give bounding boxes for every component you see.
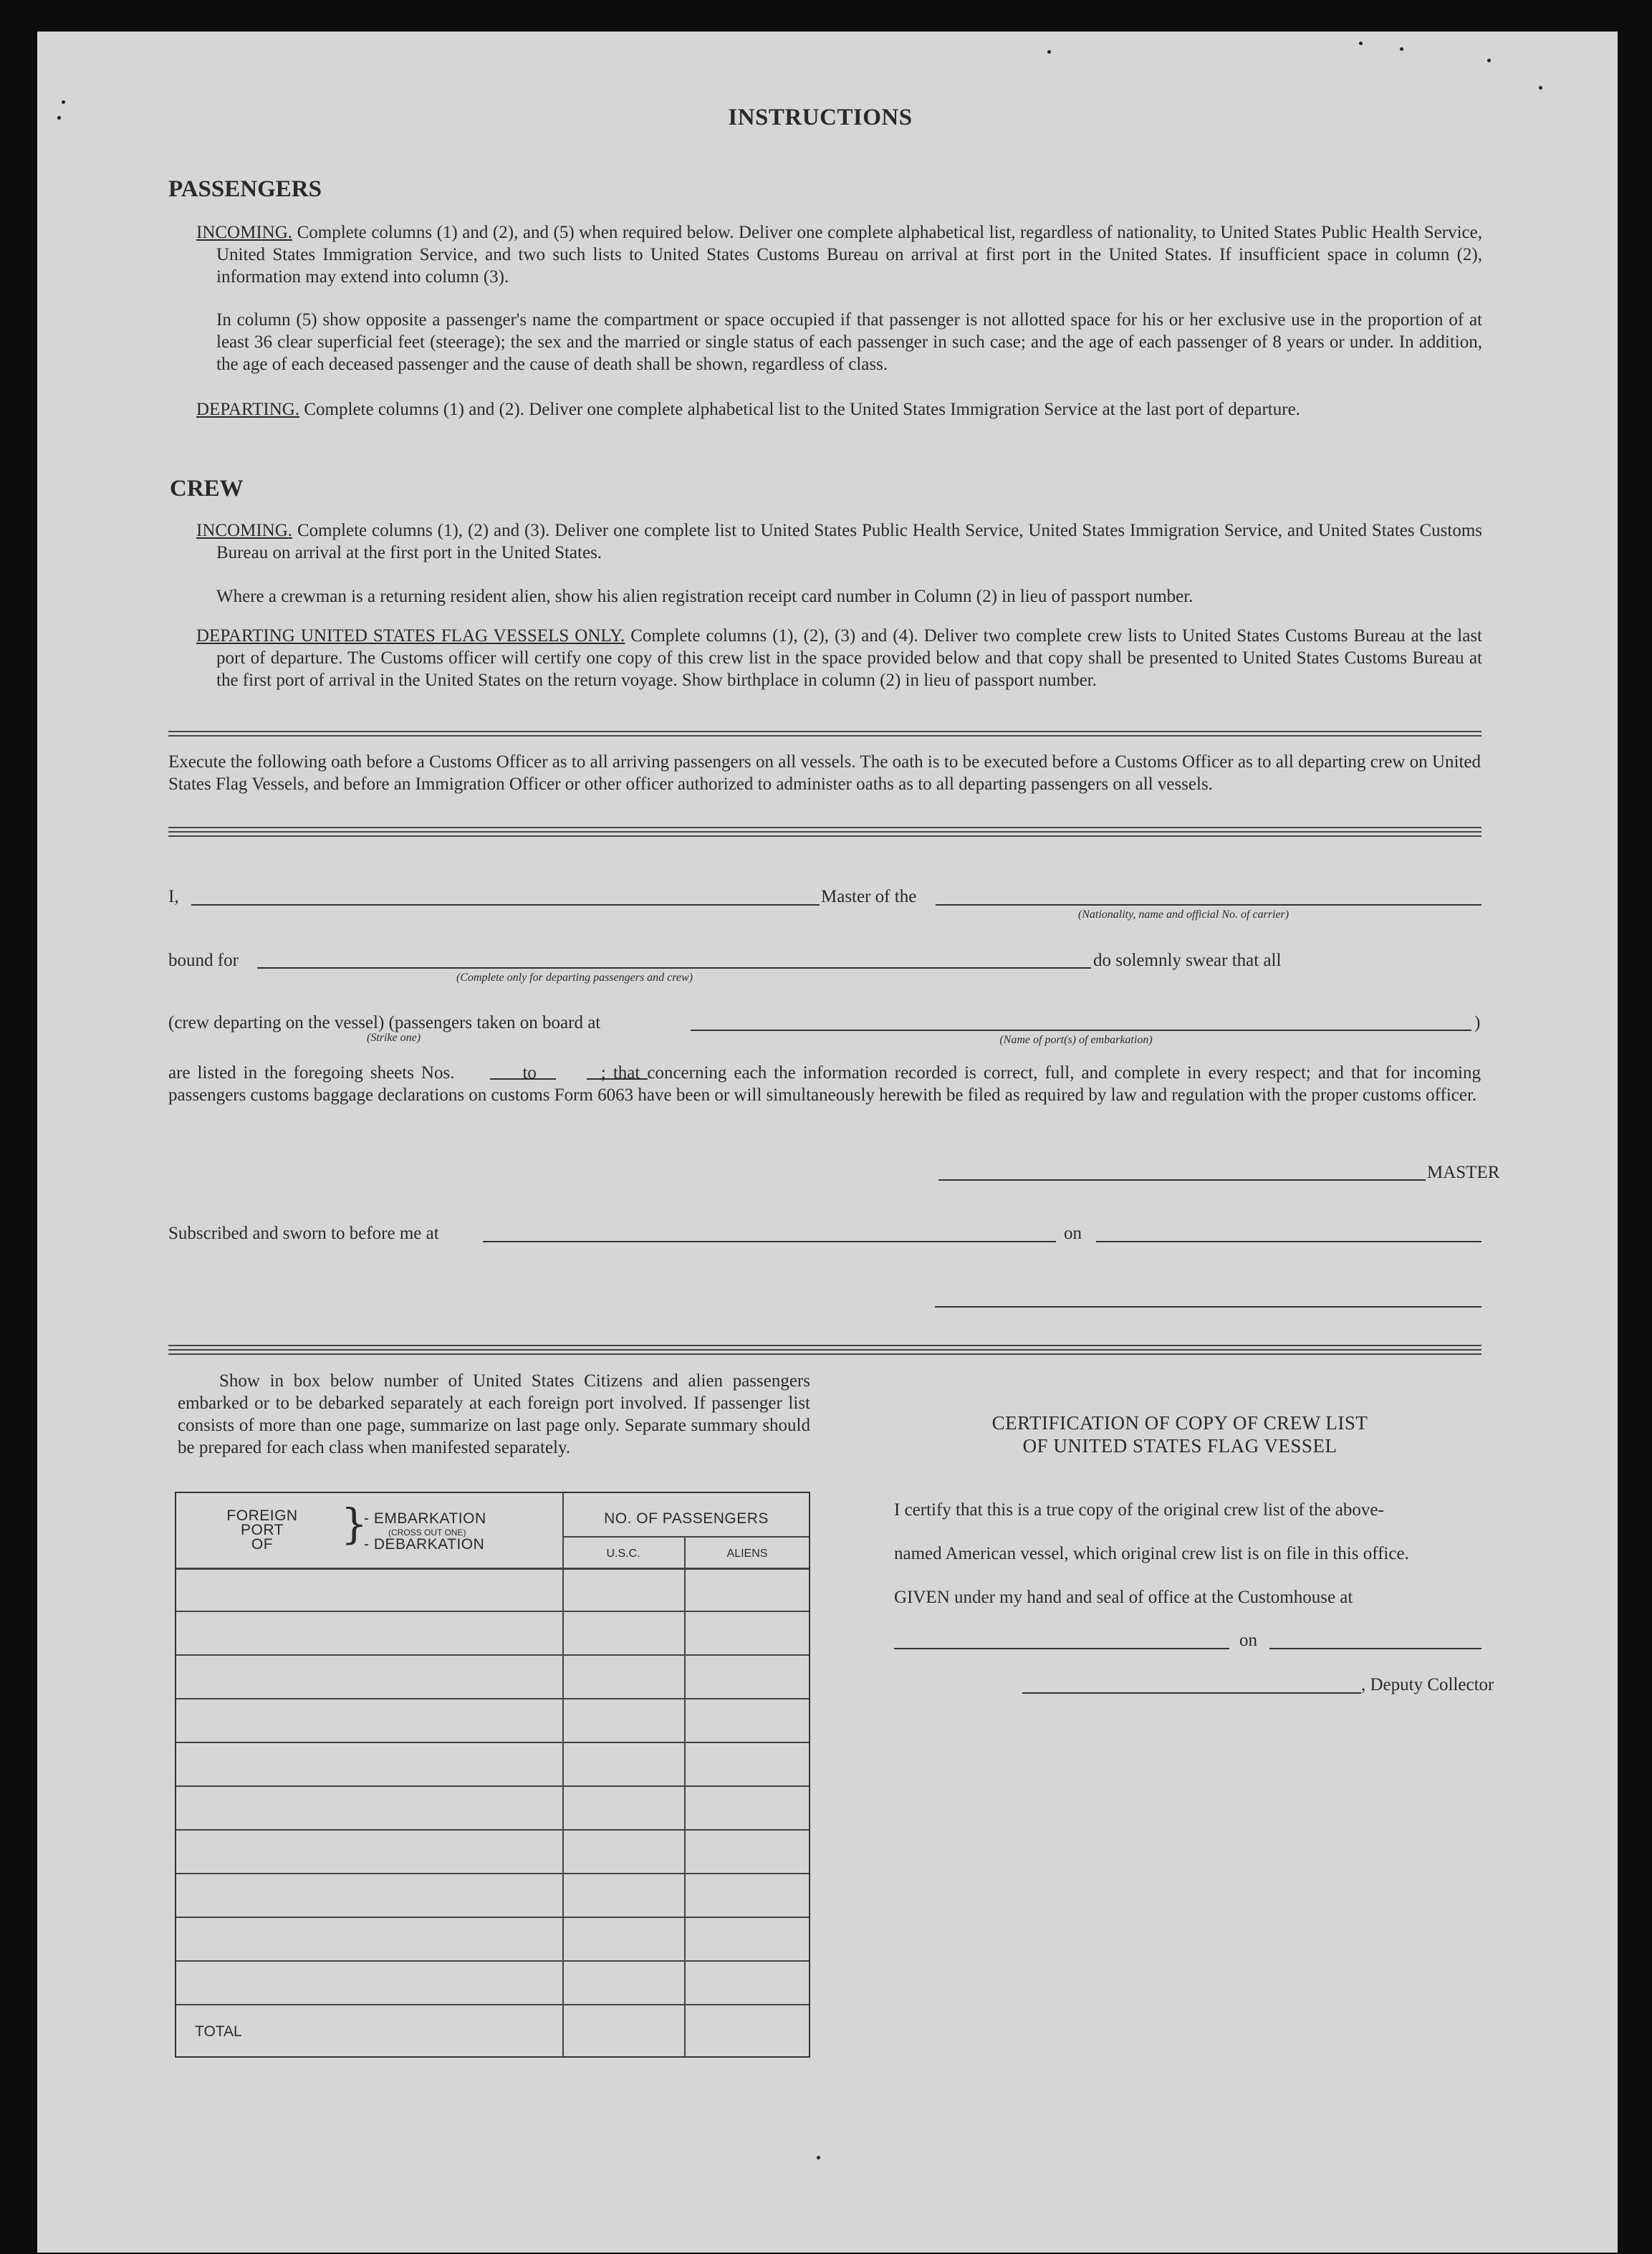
sworn-place-line[interactable] (483, 1241, 1056, 1242)
oath-master-of-the: Master of the (821, 887, 917, 906)
passenger-summary-table (175, 1492, 810, 2058)
master-name-line[interactable] (191, 904, 820, 906)
sworn-date-line[interactable] (1096, 1241, 1481, 1242)
crew-incoming-text (196, 519, 1483, 564)
passengers-incoming-label: INCOMING. (196, 223, 293, 242)
divider (168, 1353, 1481, 1355)
col-usc-header: U.S.C. (606, 1548, 640, 1560)
col-aliens-header: ALIENS (726, 1548, 768, 1560)
oath-listed-text (168, 1062, 1481, 1106)
certify-line-2: named American vessel, which original crew list is on file in this office. (894, 1544, 1409, 1563)
total-label: TOTAL (195, 2023, 242, 2040)
crew-resident-text: Where a crewman is a returning resident alien, show his alien registration receipt card number in Column (2) in lieu of passport number. (216, 587, 1194, 606)
divider (168, 827, 1481, 833)
oath-bound-for: bound for (168, 951, 239, 970)
port-embarkation-line[interactable] (691, 1030, 1471, 1031)
sworn-on-label: on (1064, 1224, 1082, 1243)
deputy-signature-line[interactable] (1022, 1692, 1361, 1694)
port-caption: (Name of port(s) of embarkation) (999, 1034, 1153, 1046)
passengers-incoming-text (196, 221, 1483, 288)
scan-speck (1539, 86, 1542, 90)
table-divider (562, 1493, 564, 2056)
table-row (176, 1654, 809, 1656)
master-label: MASTER (1427, 1163, 1500, 1182)
passengers-departing-body: Complete columns (1) and (2). Deliver one complete alphabetical list to the United States Immigration Service at the last port of departure. (304, 400, 1300, 419)
table-row (176, 1960, 809, 1962)
col-port-line-1: FOREIGN (226, 1507, 298, 1524)
scan-speck (1400, 47, 1403, 51)
certify-line-1: I certify that this is a true copy of the original crew list of the above- (894, 1500, 1384, 1520)
master-signature-line[interactable] (938, 1179, 1426, 1181)
passengers-column5-text: In column (5) show opposite a passenger's name the compartment or space occupied if that passenger is not allotted space for his or her exclusive use in the proportion of at least 36 clear superficial feet (steerage); the sex and the married or single status of each passenger in such case; and the age of each passenger of 8 years or under. In addition, the age of each deceased passenger and the cause of death shall be shown, regardless of class. (216, 310, 1482, 374)
summary-instructions: Show in box below number of United States Citizens and alien passengers embarked or to be debarked separately at each foreign port involved. If passenger list consists of more than one page, summarize on last page only. Separate summary should be prepared for each class when manifested separately. (178, 1371, 810, 1457)
strike-one-caption: (Strike one) (367, 1032, 421, 1044)
oath-swear: do solemnly swear that all (1093, 951, 1282, 970)
passengers-departing-text (196, 398, 1482, 421)
table-row (176, 1698, 809, 1699)
divider (168, 835, 1481, 837)
carrier-line[interactable] (936, 904, 1481, 906)
debarkation-label: - DEBARKATION (364, 1536, 485, 1553)
col-port-line-2: PORT (241, 1522, 284, 1538)
subscribed-label: Subscribed and sworn to before me at (168, 1224, 439, 1243)
table-row (176, 1742, 809, 1743)
passengers-heading: PASSENGERS (168, 176, 322, 202)
passengers-incoming-body: Complete columns (1) and (2), and (5) when required below. Deliver one complete alphabetical list, regardless of nationality, to United States Public Health Service, United States Immigration Service, and two such lists to United States Customs Bureau on arrival at first port in the United States. If insufficient space in column (2), information may extend into column (3). (216, 223, 1483, 287)
crew-departing-body: Complete columns (1), (2), (3) and (4). Deliver two complete crew lists to United States Customs Bureau at the last port of departure. The Customs officer will certify one copy of this crew list in the space provided below and that copy shall be presented to United States Customs Bureau at the first port of arrival in the United States on the return voyage. Show birthplace in column (2) in lieu of passport number. (216, 626, 1482, 690)
divider (168, 731, 1481, 737)
scan-speck (57, 116, 61, 120)
table-row (176, 1917, 809, 1918)
scan-speck (1047, 50, 1051, 54)
table-divider (684, 1536, 686, 2056)
certify-on-label: on (1239, 1631, 1257, 1650)
certify-date-line[interactable] (1269, 1648, 1481, 1649)
deputy-collector-label: , Deputy Collector (1361, 1675, 1494, 1694)
close-paren: ) (1474, 1013, 1481, 1032)
scan-speck (817, 2156, 820, 2159)
cross-out-label: (CROSS OUT ONE) (388, 1528, 466, 1538)
scan-speck (62, 100, 65, 104)
scan-speck (1359, 42, 1363, 45)
certification-heading-1: CERTIFICATION OF COPY OF CREW LIST (991, 1412, 1368, 1434)
oath-i-label: I, (168, 887, 179, 906)
col-port-header (219, 1509, 305, 1552)
table-row (176, 1611, 809, 1612)
page-title: INSTRUCTIONS (728, 105, 913, 130)
crew-incoming-label: INCOMING. (196, 521, 293, 540)
brace-icon: } (341, 1500, 368, 1548)
certification-heading-2: OF UNITED STATES FLAG VESSEL (1022, 1435, 1338, 1457)
divider (168, 1345, 1481, 1351)
officer-signature-line[interactable] (935, 1306, 1481, 1308)
embarkation-label: - EMBARKATION (364, 1510, 486, 1527)
complete-caption: (Complete only for departing passengers and crew) (456, 972, 693, 984)
document-page (37, 32, 1618, 2253)
scan-speck (1487, 59, 1491, 62)
nationality-caption: (Nationality, name and official No. of carrier) (1077, 908, 1290, 921)
table-row (176, 1785, 809, 1787)
crew-heading: CREW (170, 476, 244, 502)
customhouse-line[interactable] (894, 1648, 1229, 1649)
listed-to: to (522, 1063, 537, 1083)
oath-crew-departing: (crew departing on the vessel) (passengers taken on board at (168, 1013, 601, 1032)
certify-line-3: GIVEN under my hand and seal of office at the Customhouse at (894, 1588, 1353, 1607)
bound-for-line[interactable] (257, 967, 1091, 969)
table-row (176, 1829, 809, 1831)
col-port-line-3: OF (251, 1536, 274, 1553)
certification-heading (875, 1411, 1484, 1457)
crew-incoming-body: Complete columns (1), (2) and (3). Deliver one complete list to United States Public Health Service, United States Immigration Service, and United States Customs Bureau on arrival at the first port in the United States. (216, 521, 1483, 562)
table-row (176, 2004, 809, 2005)
listed-part-1: are listed in the foregoing sheets Nos. (168, 1063, 455, 1083)
passengers-departing-label: DEPARTING. (196, 400, 300, 419)
crew-departing-label: DEPARTING UNITED STATES FLAG VESSELS ONLY. (196, 626, 625, 646)
listed-part-2: ; that concerning each the information recorded is correct, full, and complete in every respect; and that for incoming passengers customs baggage declarations on customs Form 6063 have been or will simultaneously herewith be filed as required by law and regulation with the proper customs officer. (168, 1063, 1481, 1105)
oath-intro: Execute the following oath before a Customs Officer as to all arriving passengers on all vessels. The oath is to be executed before a Customs Officer as to all departing crew on United States Flag Vessels, and before an Immigration Officer or other officer authorized to administer oaths as to all departing passengers on all vessels. (168, 752, 1481, 794)
table-header-divider (176, 1568, 809, 1570)
table-row (176, 1873, 809, 1874)
table-divider (562, 1536, 809, 1538)
crew-departing-text (196, 625, 1482, 691)
col-passengers-header: NO. OF PASSENGERS (604, 1510, 769, 1527)
